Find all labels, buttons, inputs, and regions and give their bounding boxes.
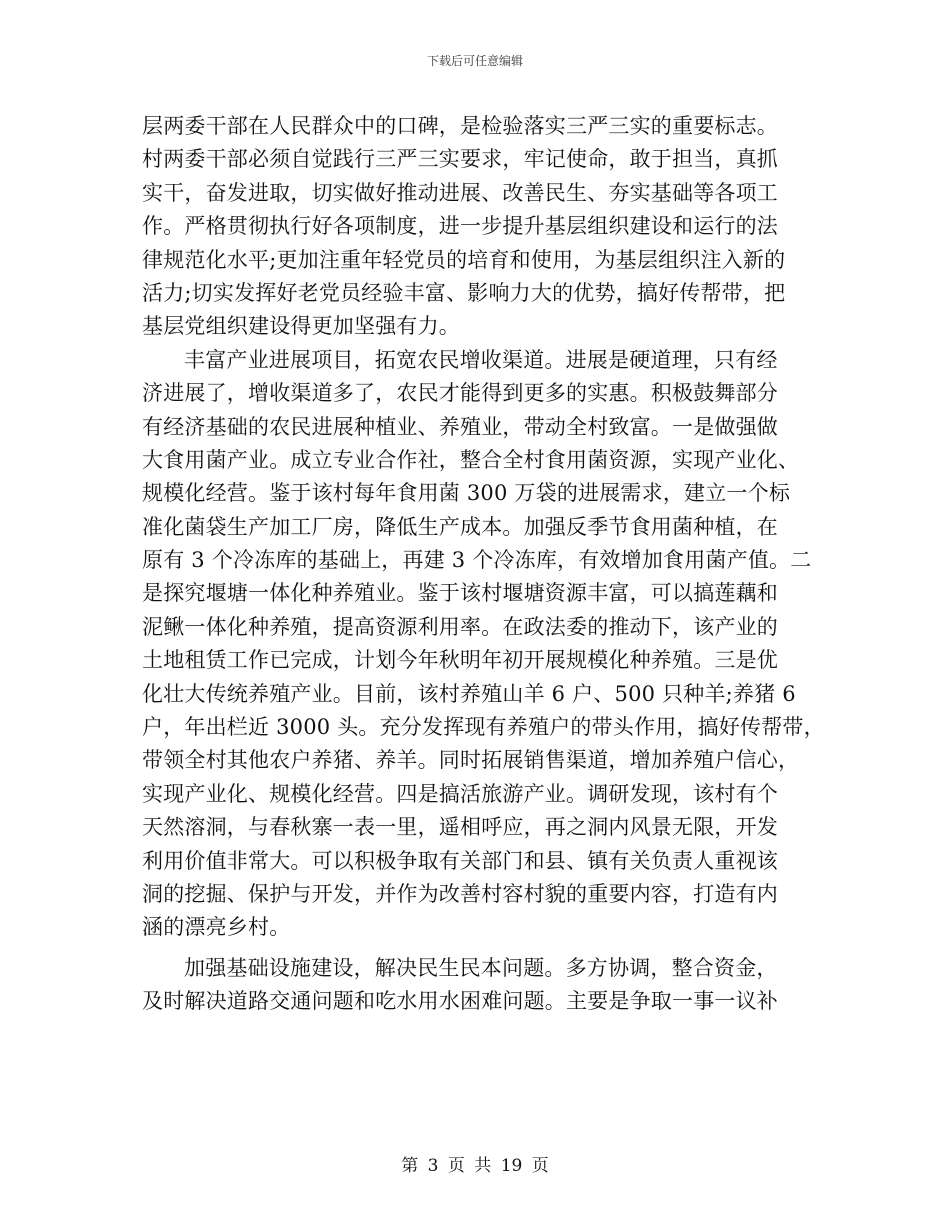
text-line: 涵的漂亮乡村。 [142,915,291,940]
text-line: 及时解决道路交通问题和吃水用水困难问题。主要是争取一事一议补 [142,989,778,1014]
text-line: 有经济基础的农民进展种植业、养殖业，带动全村致富。一是做强做 [142,414,778,439]
text-line: 户，年出栏近 3000 头。充分发挥现有养殖户的带头作用，搞好传帮带， [142,715,825,740]
text-line: 村两委干部必须自觉践行三严三实要求，牢记使命，敢于担当，真抓 [142,147,778,172]
text-line: 实干，奋发进取，切实做好推动进展、改善民生、夯实基础等各项工 [142,180,778,205]
text-line: 是探究堰塘一体化种养殖业。鉴于该村堰塘资源丰富，可以搞莲藕和 [142,581,778,606]
text-line: 济进展了，增收渠道多了，农民才能得到更多的实惠。积极鼓舞部分 [142,381,778,406]
paragraph [142,952,812,1019]
text-line: 基层党组织建设得更加坚强有力。 [142,314,460,339]
page-header: 下载后可任意编辑 [426,54,523,68]
paragraph [142,110,812,344]
paragraph [142,344,825,945]
text-line: 准化菌袋生产加工厂房，降低生产成本。加强反季节食用菌种植，在 [142,514,778,539]
text-line: 加强基础设施建设，解决民生民本问题。多方协调，整合资金， [184,955,778,980]
text-line: 丰富产业进展项目，拓宽农民增收渠道。进展是硬道理，只有经 [184,347,778,372]
text-line: 规模化经营。鉴于该村每年食用菌 300 万袋的进展需求，建立一个标 [142,481,791,506]
text-line: 实现产业化、规模化经营。四是搞活旅游产业。调研发现，该村有个 [142,781,778,806]
text-line: 天然溶洞，与春秋寨一表一里，遥相呼应，再之洞内风景无限，开发 [142,815,778,840]
text-line: 层两委干部在人民群众中的口碑，是检验落实三严三实的重要标志。 [142,114,778,138]
document-body [142,110,825,1019]
text-line: 大食用菌产业。成立专业合作社，整合全村食用菌资源，实现产业化、 [142,447,800,472]
text-line: 带领全村其他农户养猪、养羊。同时拓展销售渠道，增加养殖户信心， [142,748,800,773]
text-line: 律规范化水平;更加注重年轻党员的培育和使用，为基层组织注入新的 [142,247,786,272]
text-line: 化壮大传统养殖产业。目前，该村养殖山羊 6 户、500 只种羊;养猪 6 [142,681,796,706]
text-line: 活力;切实发挥好老党员经验丰富、影响力大的优势，搞好传帮带，把 [142,280,786,305]
page-footer: 第 3 页 共 19 页 [401,1156,549,1176]
text-line: 洞的挖掘、保护与开发，并作为改善村容村貌的重要内容，打造有内 [142,881,778,906]
text-line: 原有 3 个冷冻库的基础上，再建 3 个冷冻库，有效增加食用菌产值。二 [142,548,812,573]
text-line: 泥鳅一体化种养殖，提高资源利用率。在政法委的推动下，该产业的 [142,614,778,639]
text-line: 作。严格贯彻执行好各项制度，进一步提升基层组织建设和运行的法 [142,214,778,239]
text-line: 土地租赁工作已完成，计划今年秋明年初开展规模化种养殖。三是优 [142,648,778,673]
text-line: 利用价值非常大。可以积极争取有关部门和县、镇有关负责人重视该 [142,848,778,873]
